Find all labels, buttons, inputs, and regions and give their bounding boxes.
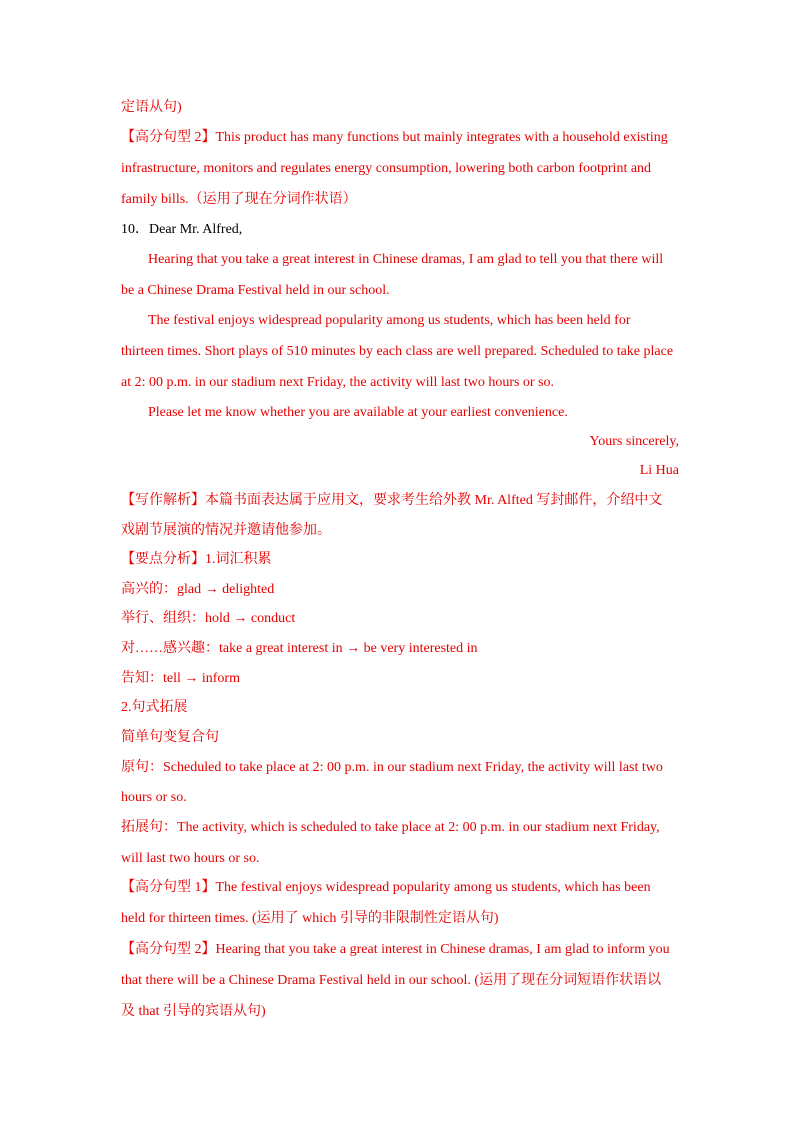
text-line: 举行、组织：hold → conduct: [121, 611, 296, 626]
closing-line: Yours sincerely,: [589, 434, 679, 449]
text-line: The festival enjoys widespread popularity among us students, which has been held for: [148, 313, 631, 328]
text-line: 【高分句型 2】This product has many functions but mainly integrates with a household existing: [121, 130, 668, 145]
text-line: that there will be a Chinese Drama Festival held in our school. (运用了现在分词短语作状语以: [121, 973, 662, 988]
text-line: thirteen times. Short plays of 510 minutes by each class are well prepared. Scheduled to take place: [121, 344, 674, 359]
text-line: 定语从句): [121, 100, 182, 115]
text-line: 拓展句：The activity, which is scheduled to take place at 2: 00 p.m. in our stadium next Friday,: [121, 820, 660, 835]
text-line: be a Chinese Drama Festival held in our school.: [121, 283, 390, 298]
text-line: 对……感兴趣：take a great interest in → be very interested in: [121, 641, 478, 656]
text-line: 【要点分析】1.词汇积累: [121, 552, 272, 567]
text-line: 2.句式拓展: [121, 700, 188, 715]
text-line: 告知：tell → inform: [121, 671, 240, 686]
text-line: Please let me know whether you are available at your earliest convenience.: [148, 405, 568, 420]
text-line: 【高分句型 1】The festival enjoys widespread popularity among us students, which has been: [121, 880, 651, 895]
text-line: held for thirteen times. (运用了 which 引导的非限制性定语从句): [121, 911, 499, 926]
letter-number-heading: 10．Dear Mr. Alfred,: [121, 222, 243, 237]
text-line: Hearing that you take a great interest in Chinese dramas, I am glad to tell you that there will: [148, 252, 664, 267]
text-line: family bills.（运用了现在分词作状语）: [121, 192, 357, 207]
text-line: 及 that 引导的宾语从句): [121, 1004, 266, 1019]
text-line: 高兴的：glad → delighted: [121, 582, 275, 597]
text-line: 原句：Scheduled to take place at 2: 00 p.m. in our stadium next Friday, the activity will last two: [121, 760, 663, 775]
text-line: 简单句变复合句: [121, 730, 219, 745]
text-line: 【高分句型 2】Hearing that you take a great interest in Chinese dramas, I am glad to inform you: [121, 942, 670, 957]
text-line: infrastructure, monitors and regulates energy consumption, lowering both carbon footprint and: [121, 161, 652, 176]
text-line: at 2: 00 p.m. in our stadium next Friday, the activity will last two hours or so.: [121, 375, 555, 390]
text-line: 【写作解析】本篇书面表达属于应用文，要求考生给外教 Mr. Alfted 写封邮件，介绍中文: [121, 493, 663, 508]
text-line: 戏剧节展演的情况并邀请他参加。: [121, 523, 331, 538]
text-line: will last two hours or so.: [121, 851, 260, 866]
signature-line: Li Hua: [639, 463, 679, 478]
text-line: hours or so.: [121, 790, 187, 805]
